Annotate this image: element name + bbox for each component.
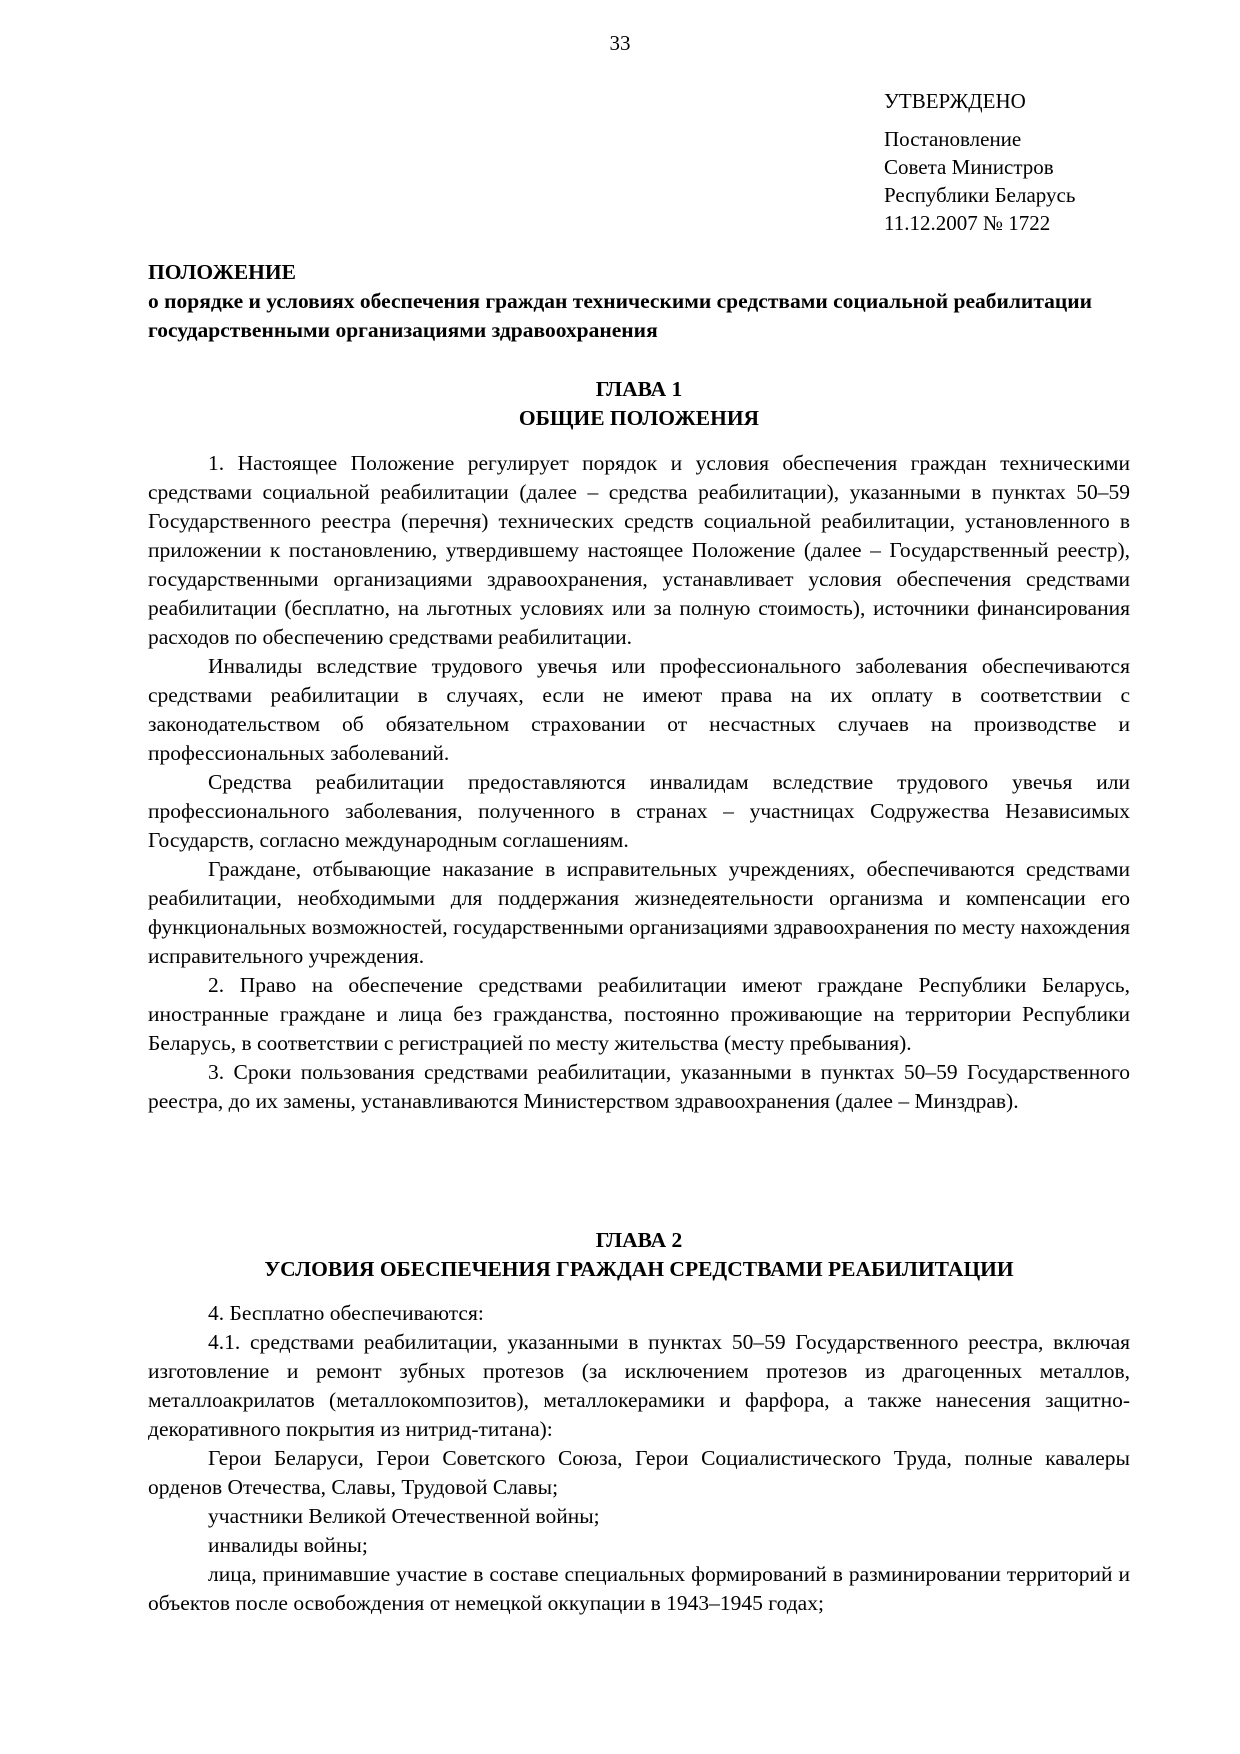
approval-block xyxy=(884,87,1075,237)
title-subtitle: о порядке и условиях обеспечения граждан техническими средствами социальной реабилитации государственными организациями здравоохранения xyxy=(148,289,1093,342)
document-title xyxy=(148,258,1098,345)
chapter-number: ГЛАВА 2 xyxy=(595,1228,683,1252)
paragraph: 2. Право на обеспечение средствами реабилитации имеют граждане Республики Беларусь, иностранные граждане и лица без гражданства, постоянно проживающие на территории Республики Беларусь, в соответствии с регистрацией по месту жительства (месту пребывания). xyxy=(148,973,1130,1055)
page-number: 33 xyxy=(609,31,631,55)
chapter-name: УСЛОВИЯ ОБЕСПЕЧЕНИЯ ГРАЖДАН СРЕДСТВАМИ РЕАБИЛИТАЦИИ xyxy=(264,1257,1014,1281)
chapter-1-body xyxy=(148,449,1130,1116)
paragraph: 4.1. средствами реабилитации, указанными в пунктах 50–59 Государственного реестра, включая изготовление и ремонт зубных протезов (за исключением протезов из драгоценных металлов, металлоакрилатов (металлокомпозитов), металлокерамики и фарфора, а также нанесения защитно-декоративного покрытия из нитрид-титана): xyxy=(148,1330,1130,1441)
paragraph: участники Великой Отечественной войны; xyxy=(208,1504,600,1528)
approval-line: Республики Беларусь xyxy=(884,183,1076,207)
paragraph: Инвалиды вследствие трудового увечья или профессионального заболевания обеспечиваются средствами реабилитации в случаях, если не имеют права на их оплату в соответствии с законодательством об обязательном страховании от несчастных случаев на производстве и профессиональных заболеваний. xyxy=(148,654,1130,765)
paragraph: Герои Беларуси, Герои Советского Союза, Герои Социалистического Труда, полные кавалеры орденов Отечества, Славы, Трудовой Славы; xyxy=(148,1446,1130,1499)
title-heading: ПОЛОЖЕНИЕ xyxy=(148,260,296,284)
paragraph: Граждане, отбывающие наказание в исправительных учреждениях, обеспечиваются средствами реабилитации, необходимыми для поддержания жизнедеятельности организма и компенсации его функциональных возможностей, государственными организациями здравоохранения по месту нахождения исправительного учреждения. xyxy=(148,857,1130,968)
paragraph: 3. Сроки пользования средствами реабилитации, указанными в пунктах 50–59 Государственного реестра, до их замены, устанавливаются Министерством здравоохранения (далее – Минздрав). xyxy=(148,1060,1130,1113)
approval-line: Постановление xyxy=(884,127,1022,151)
chapter-2-body xyxy=(148,1299,1130,1618)
paragraph: 1. Настоящее Положение регулирует порядок и условия обеспечения граждан техническими средствами социальной реабилитации (далее – средства реабилитации), указанными в пунктах 50–59 Государственного реестра (перечня) технических средств социальной реабилитации, установленного в приложении к постановлению, утвердившему настоящее Положение (далее – Государственный реестр), государственными организациями здравоохранения, устанавливает условия обеспечения средствами реабилитации (бесплатно, на льготных условиях или за полную стоимость), источники финансирования расходов по обеспечению средствами реабилитации. xyxy=(148,451,1130,649)
approval-stamp-label: УТВЕРЖДЕНО xyxy=(884,89,1026,113)
chapter-number: ГЛАВА 1 xyxy=(595,377,683,401)
paragraph: Средства реабилитации предоставляются инвалидам вследствие трудового увечья или профессионального заболевания, полученного в странах – участницах Содружества Независимых Государств, согласно международным соглашениям. xyxy=(148,770,1130,852)
chapter-1-heading xyxy=(148,375,1130,433)
approval-date-number: 11.12.2007 № 1722 xyxy=(884,211,1051,235)
chapter-name: ОБЩИЕ ПОЛОЖЕНИЯ xyxy=(518,406,760,430)
paragraph: инвалиды войны; xyxy=(208,1533,368,1557)
chapter-2-heading xyxy=(148,1226,1130,1284)
paragraph: 4. Бесплатно обеспечиваются: xyxy=(208,1301,484,1325)
paragraph: лица, принимавшие участие в составе специальных формирований в разминировании территорий и объектов после освобождения от немецкой оккупации в 1943–1945 годах; xyxy=(148,1562,1130,1615)
approval-line: Совета Министров xyxy=(884,155,1054,179)
